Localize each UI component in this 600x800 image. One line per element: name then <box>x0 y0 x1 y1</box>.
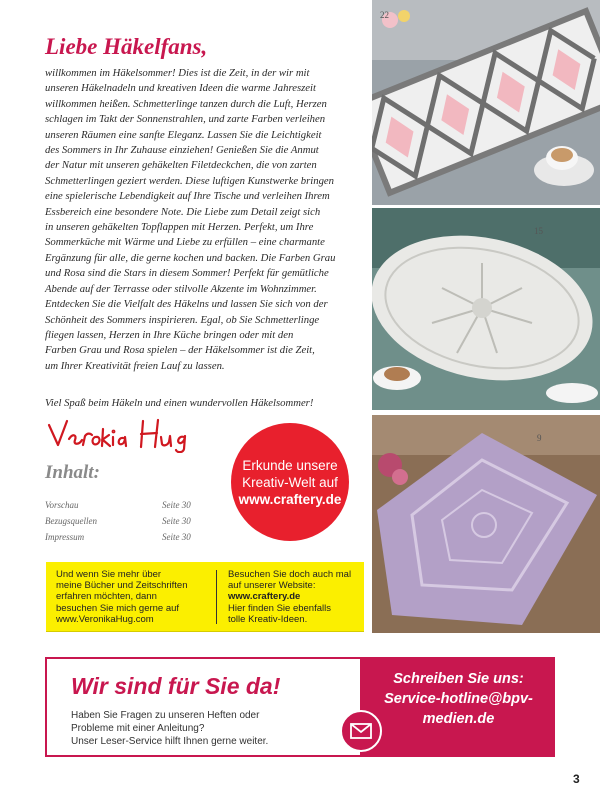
intro-line: des Sommers in Ihr Zuhause einziehen! Genießen Sie die Anmut <box>45 144 319 157</box>
info-box <box>46 562 364 632</box>
contents-item <box>45 497 205 513</box>
info-line: Hier finden Sie ebenfalls <box>228 602 331 614</box>
contents-item-page: Seite 30 <box>162 532 191 542</box>
craftery-badge[interactable] <box>231 423 349 541</box>
contents-item-name: Vorschau <box>45 500 79 510</box>
intro-line: um Ihrer Kreativität freien Lauf zu lassen. <box>45 359 225 372</box>
intro-line: Sommerküche mit Wärme und Liebe zu erfüllen – eine charmante <box>45 236 325 249</box>
service-text-line: Haben Sie Fragen zu unseren Heften oder <box>71 710 260 721</box>
contents-item-page: Seite 30 <box>162 516 191 526</box>
contents-title: Inhalt: <box>45 462 100 483</box>
info-column-website <box>228 569 358 625</box>
intro-line: unseren Häkelnadeln und kreativen Ideen die warme Jahreszeit <box>45 82 316 95</box>
intro-text <box>45 66 367 374</box>
badge-url-link[interactable]: www.craftery.de <box>238 491 342 507</box>
intro-line: der Natur mit unseren gehäkelten Filetdeckchen, die von zarten <box>45 159 317 172</box>
contents-item <box>45 513 205 529</box>
greeting-heading: Liebe Häkelfans, <box>45 34 208 59</box>
craftery-website-link[interactable]: www.craftery.de <box>228 591 301 603</box>
intro-line: Ergänzung für alle, die gerne kochen und backen. Die Farben Grau <box>45 251 336 264</box>
intro-line: Abende auf der Terrasse oder stilvolle Akzente im Wohnzimmer. <box>45 282 317 295</box>
page-number: 3 <box>573 772 580 786</box>
service-email-link[interactable]: Service-hotline@bpv-medien.de <box>384 691 533 727</box>
intro-line: und Rosa sind die Stars in diesem Sommer! Perfekt für gemütliche <box>45 267 329 280</box>
intro-line: Schmetterlingen geziert werden. Diese luftigen Kunstwerke bringen <box>45 174 335 187</box>
intro-line: willkommen im Häkelsommer! Dies ist die Zeit, in der wir mit <box>45 67 310 79</box>
badge-line: Erkunde unsere <box>242 457 338 473</box>
info-line: auf unserer Website: <box>228 580 316 592</box>
intro-line: Entdecken Sie die Vielfalt des Häkelns und lassen Sie sich von der <box>45 298 328 311</box>
service-text <box>71 709 341 748</box>
envelope-icon <box>340 710 382 752</box>
contents-item-name: Bezugsquellen <box>45 516 97 526</box>
contents-item-name: Impressum <box>45 532 85 542</box>
info-line: Und wenn Sie mehr über <box>56 569 162 580</box>
intro-line: Schönheit des Sommers inspirieren. Egal, ob Sie Schmetterlinge <box>45 313 320 326</box>
service-title: Wir sind für Sie da! <box>71 673 281 699</box>
square-tablecloth-photo <box>372 415 600 633</box>
info-line: erfahren möchten, dann <box>56 591 157 603</box>
intro-line: eine spielerische Lebendigkeit auf Ihre Tische und verleihen Ihrem <box>45 190 330 203</box>
signature-image <box>45 415 205 453</box>
service-contact-heading: Schreiben Sie uns: <box>393 671 524 687</box>
intro-line: in unseren gehäkelten Topflappen mit Herzen. Perfekt, um Ihre <box>45 221 314 234</box>
contents-item-page: Seite 30 <box>162 500 191 510</box>
info-column-author <box>56 569 206 625</box>
info-line: Besuchen Sie doch auch mal <box>228 569 352 580</box>
badge-line: Kreativ-Welt auf <box>242 474 338 490</box>
photo-page-label: 15 <box>534 226 543 236</box>
intro-line: unseren Räumen eine sanfte Eleganz. Lassen Sie die Leichtigkeit <box>45 128 322 141</box>
photo-page-label: 22 <box>380 10 389 20</box>
info-line: besuchen Sie mich gerne auf <box>56 602 180 614</box>
contents-item <box>45 529 205 545</box>
service-info-panel <box>45 657 362 757</box>
table-runner-photo <box>372 0 600 205</box>
closing-line: Viel Spaß beim Häkeln und einen wundervollen Häkelsommer! <box>45 397 314 409</box>
intro-line: willkommen heißen. Schmetterlinge tanzen durch die Luft, Herzen <box>45 97 327 110</box>
author-website-link[interactable]: www.VeronikaHug.com <box>56 613 154 625</box>
intro-line: fliegen lassen, Herzen in Ihre Küche bringen oder mit den <box>45 328 294 341</box>
service-text-line: Unser Leser-Service hilft Ihnen gerne weiter. <box>71 736 269 747</box>
info-line: tolle Kreativ-Ideen. <box>228 613 308 625</box>
contents-list <box>45 497 205 545</box>
info-divider <box>216 570 217 624</box>
service-text-line: Probleme mit einer Anleitung? <box>71 723 205 734</box>
info-line: meine Bücher und Zeitschriften <box>56 580 188 592</box>
intro-line: schlagen im Takt der Sonnenstrahlen, und zarte Farben verleihen <box>45 113 326 126</box>
service-contact-panel <box>362 657 555 757</box>
intro-line: Essbereich eine besondere Note. Die Liebe zum Detail zeigt sich <box>45 205 321 218</box>
intro-line: Farben Grau und Rosa spielen – der Häkelsommer ist die Zeit, <box>45 344 315 357</box>
reader-service-box <box>45 657 555 757</box>
photo-page-label: 9 <box>537 433 542 443</box>
oval-doily-photo <box>372 208 600 410</box>
